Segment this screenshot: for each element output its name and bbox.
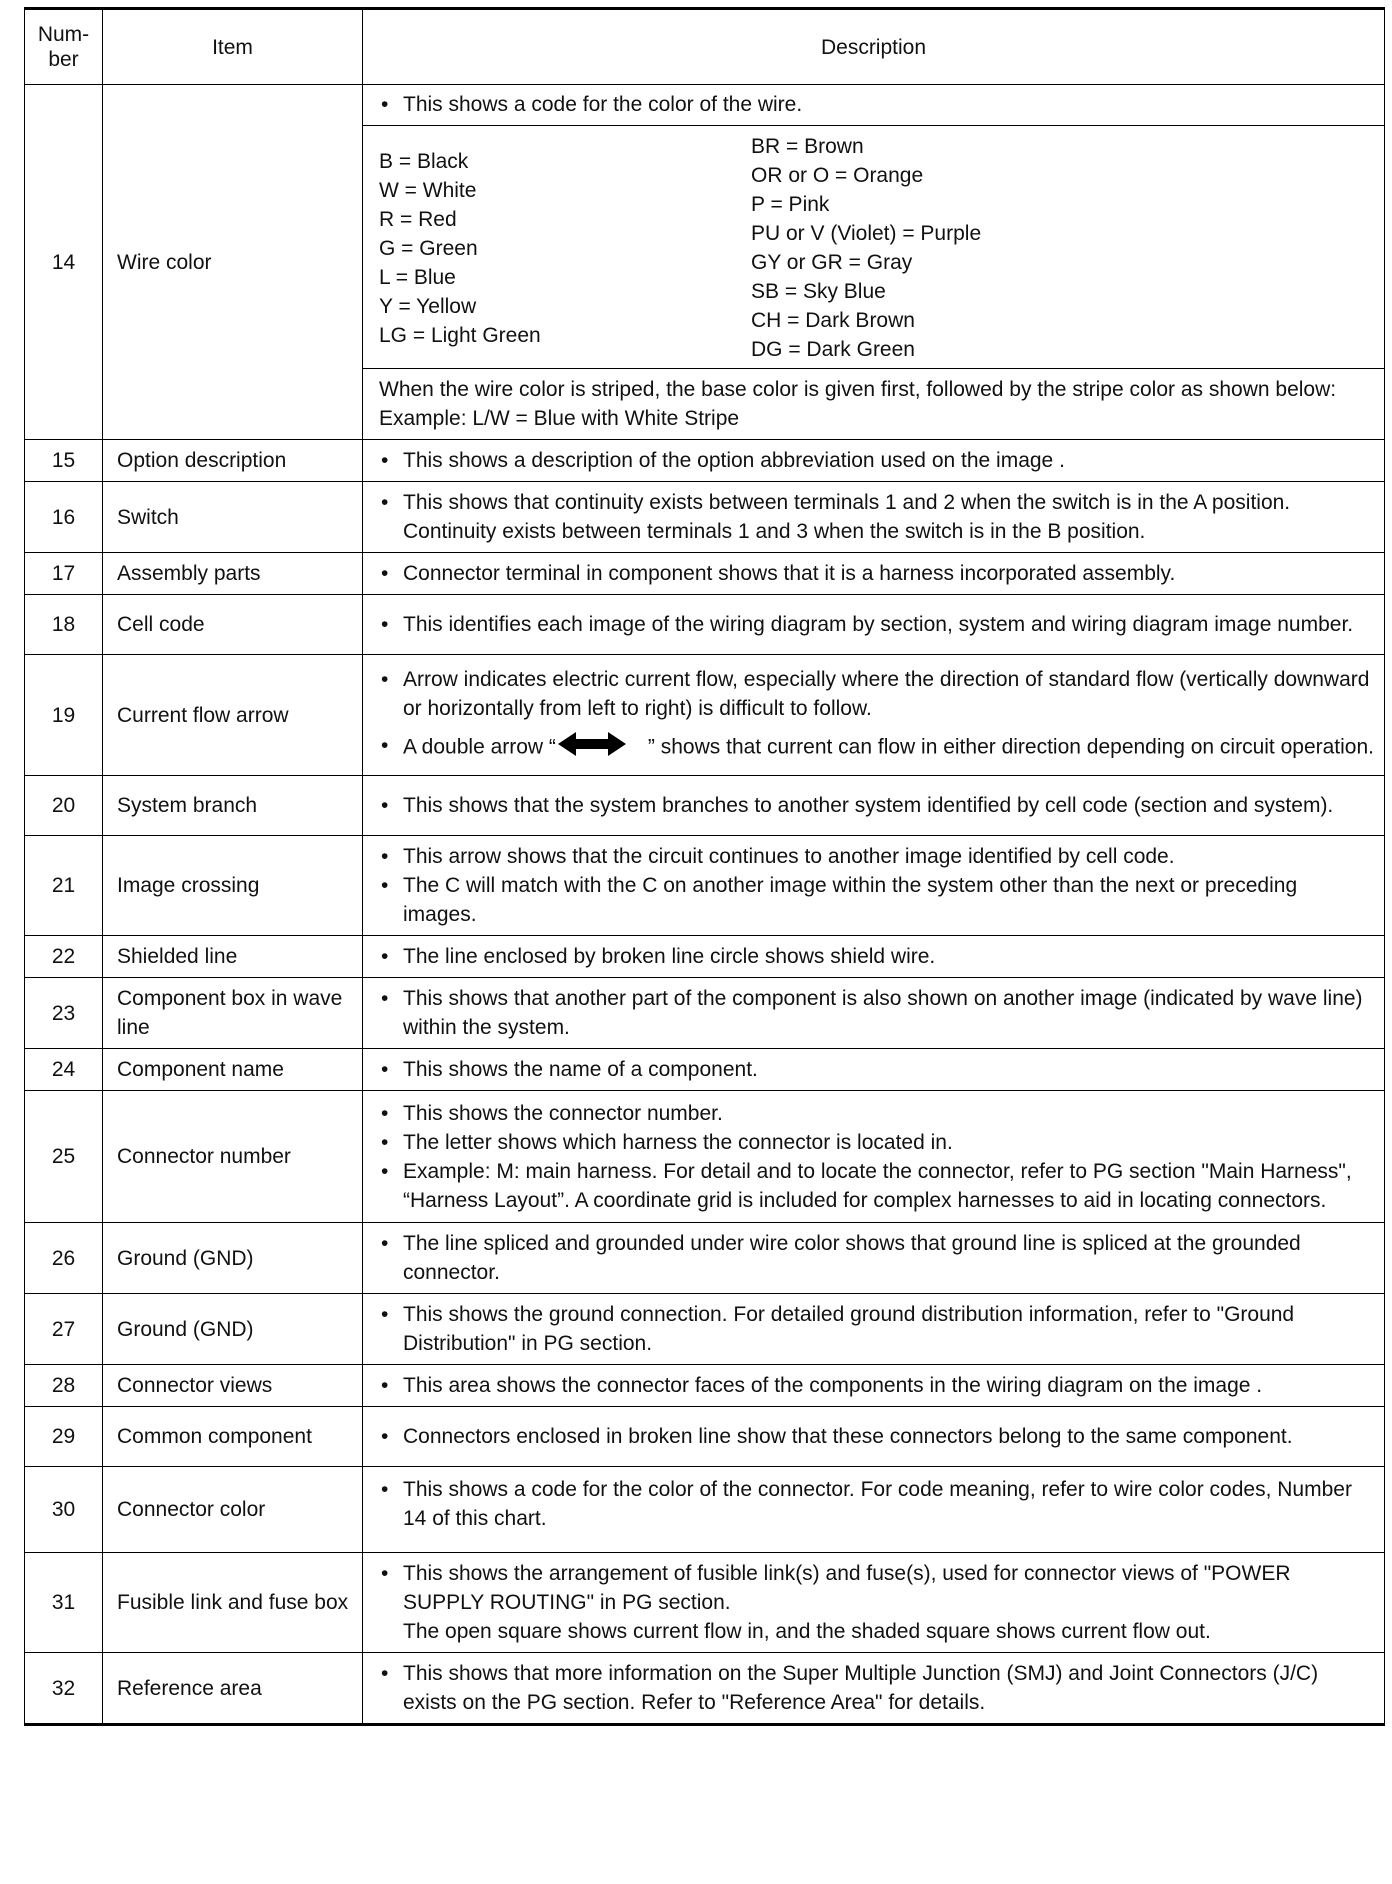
row-number: 22 — [25, 936, 103, 978]
row-item: Ground (GND) — [103, 1294, 363, 1365]
table-row-21 — [25, 836, 1385, 936]
row-description — [363, 836, 1385, 936]
table-row-24 — [25, 1049, 1385, 1091]
color-code: LG = Light Green — [379, 323, 541, 347]
row-description — [363, 440, 1385, 482]
row-item: Assembly parts — [103, 553, 363, 595]
row-number: 15 — [25, 440, 103, 482]
row-number: 14 — [25, 85, 103, 440]
header-item: Item — [103, 9, 363, 85]
bullet-text: • The C will match with the C on another image within the system other than the next or preceding images. — [379, 871, 1374, 929]
bullet-text: • This shows the arrangement of fusible link(s) and fuse(s), used for connector views of "POWER SUPPLY ROUTING" in PG section. — [379, 1559, 1374, 1617]
color-code: B = Black — [379, 149, 469, 173]
color-code: G = Green — [379, 236, 478, 260]
extra-note: The open square shows current flow in, and the shaded square shows current flow out. — [403, 1620, 1211, 1643]
row-number: 19 — [25, 655, 103, 776]
bullet-text: • This arrow shows that the circuit continues to another image identified by cell code. — [379, 842, 1374, 871]
table-row-28 — [25, 1365, 1385, 1407]
color-codes-left — [379, 132, 751, 364]
row-number: 27 — [25, 1294, 103, 1365]
row-number: 31 — [25, 1553, 103, 1653]
row-item: Connector color — [103, 1467, 363, 1553]
bullet-text: • Arrow indicates electric current flow, especially where the direction of standard flow (vertically downward or horizontally from left to right) is difficult to follow. — [379, 665, 1374, 723]
table-header-row — [25, 9, 1385, 85]
header-number: Num- ber — [25, 9, 103, 85]
row-description — [363, 1407, 1385, 1467]
table-row-16 — [25, 482, 1385, 553]
wire-color-codes — [363, 125, 1384, 368]
bullet-text: • Connectors enclosed in broken line show that these connectors belong to the same component. — [379, 1422, 1374, 1451]
row-item: Connector number — [103, 1091, 363, 1223]
table-row-31 — [25, 1553, 1385, 1653]
table-row-26 — [25, 1223, 1385, 1294]
row-description — [363, 553, 1385, 595]
row-number: 23 — [25, 978, 103, 1049]
color-code: GY or GR = Gray — [751, 251, 913, 274]
wiring-diagram-legend-table — [24, 7, 1385, 1726]
table-row-15 — [25, 440, 1385, 482]
table-row-32 — [25, 1653, 1385, 1725]
row-number: 18 — [25, 595, 103, 655]
bullet-text: • This shows a code for the color of the connector. For code meaning, refer to wire color codes, Number 14 of this chart. — [379, 1475, 1374, 1533]
bullet-text: • Connector terminal in component shows that it is a harness incorporated assembly. — [379, 559, 1374, 588]
row-item: Image crossing — [103, 836, 363, 936]
row-description — [363, 482, 1385, 553]
color-code: W = White — [379, 178, 477, 202]
row-item: Reference area — [103, 1653, 363, 1725]
bullet-text: • This shows a code for the color of the wire. — [379, 90, 1374, 119]
striped-note: When the wire color is striped, the base color is given first, followed by the stripe color as shown below: — [379, 378, 1337, 401]
row-number: 26 — [25, 1223, 103, 1294]
row-number: 20 — [25, 776, 103, 836]
bullet-text: • This shows the ground connection. For detailed ground distribution information, refer to "Ground Distribution" in PG section. — [379, 1300, 1374, 1358]
row-description — [363, 595, 1385, 655]
row-description — [363, 776, 1385, 836]
arrow-text-before: A double arrow “ — [403, 735, 556, 759]
row-item: Cell code — [103, 595, 363, 655]
row-number: 16 — [25, 482, 103, 553]
row-description — [363, 1553, 1385, 1653]
bullet-text: • The line spliced and grounded under wire color shows that ground line is spliced at the grounded connector. — [379, 1229, 1374, 1287]
row-number: 29 — [25, 1407, 103, 1467]
color-code: PU or V (Violet) = Purple — [751, 222, 982, 245]
row-description — [363, 1653, 1385, 1725]
row-item: Component box in wave line — [103, 978, 363, 1049]
row-item: Switch — [103, 482, 363, 553]
row-item: Current flow arrow — [103, 655, 363, 776]
row-item: Component name — [103, 1049, 363, 1091]
bullet-text: • This shows that continuity exists between terminals 1 and 2 when the switch is in the A position. Continuity exists between terminals 1 and 3 when the switch is in the B position. — [379, 488, 1374, 546]
bullet-text: • The line enclosed by broken line circle shows shield wire. — [379, 942, 1374, 971]
table-row-29 — [25, 1407, 1385, 1467]
row-item: Option description — [103, 440, 363, 482]
wire-color-intro — [363, 85, 1384, 125]
bullet-text: • This shows the name of a component. — [379, 1055, 1374, 1084]
row-item: Connector views — [103, 1365, 363, 1407]
table-row-18 — [25, 595, 1385, 655]
color-code: P = Pink — [751, 193, 830, 216]
row-item: Fusible link and fuse box — [103, 1553, 363, 1653]
arrow-text-after: ” shows that current can flow in either direction depending on circuit operation. — [647, 735, 1374, 759]
color-code: CH = Dark Brown — [751, 309, 915, 332]
row-item: Common component — [103, 1407, 363, 1467]
bullet-text: • This shows that more information on the Super Multiple Junction (SMJ) and Joint Connectors (J/C) exists on the PG section. Refer to "Reference Area" for details. — [379, 1659, 1374, 1717]
row-item: Shielded line — [103, 936, 363, 978]
row-item: System branch — [103, 776, 363, 836]
row-number: 30 — [25, 1467, 103, 1553]
row-description — [363, 1467, 1385, 1553]
row-description — [363, 1091, 1385, 1223]
row-number: 21 — [25, 836, 103, 936]
bullet-text: • This area shows the connector faces of the components in the wiring diagram on the image . — [379, 1371, 1374, 1400]
bullet-text: • Example: M: main harness. For detail and to locate the connector, refer to PG section "Main Harness", “Harness Layout”. A coordinate grid is included for complex harnesses to aid in locating connectors. — [379, 1157, 1374, 1215]
row-number: 32 — [25, 1653, 103, 1725]
row-description — [363, 1294, 1385, 1365]
color-code: BR = Brown — [751, 135, 864, 158]
color-codes-right — [751, 132, 1374, 364]
reference-table-sheet — [24, 7, 1384, 1726]
row-description — [363, 1049, 1385, 1091]
row-number: 24 — [25, 1049, 103, 1091]
row-description — [363, 1365, 1385, 1407]
table-row-17 — [25, 553, 1385, 595]
row-item: Wire color — [103, 85, 363, 440]
table-row-22 — [25, 936, 1385, 978]
bullet-double-arrow — [379, 731, 1374, 765]
bullet-text: • This shows that another part of the component is also shown on another image (indicated by wave line) within the system. — [379, 984, 1374, 1042]
table-row-14 — [25, 85, 1385, 440]
row-number: 28 — [25, 1365, 103, 1407]
table-row-20 — [25, 776, 1385, 836]
color-code: Y = Yellow — [379, 294, 477, 318]
row-number: 25 — [25, 1091, 103, 1223]
table-row-19 — [25, 655, 1385, 776]
wire-color-striped — [363, 368, 1384, 439]
bullet-text: • This shows a description of the option abbreviation used on the image . — [379, 446, 1374, 475]
row-number: 17 — [25, 553, 103, 595]
color-code: SB = Sky Blue — [751, 280, 886, 303]
bullet-text: • This shows that the system branches to another system identified by cell code (section and system). — [379, 791, 1374, 820]
color-code: R = Red — [379, 207, 457, 231]
table-row-23 — [25, 978, 1385, 1049]
row-description — [363, 1223, 1385, 1294]
table-row-30 — [25, 1467, 1385, 1553]
bullet-text: • This shows the connector number. — [379, 1099, 1374, 1128]
bullet-text: • The letter shows which harness the connector is located in. — [379, 1128, 1374, 1157]
double-headed-arrow-icon — [558, 731, 626, 765]
header-description: Description — [363, 9, 1385, 85]
bullet-text: • This identifies each image of the wiring diagram by section, system and wiring diagram image number. — [379, 610, 1374, 639]
row-description — [363, 85, 1385, 440]
table-row-25 — [25, 1091, 1385, 1223]
striped-example: Example: L/W = Blue with White Stripe — [379, 407, 740, 430]
color-code: L = Blue — [379, 265, 456, 289]
row-item: Ground (GND) — [103, 1223, 363, 1294]
color-code: OR or O = Orange — [751, 164, 924, 187]
color-code: DG = Dark Green — [751, 338, 915, 361]
row-description — [363, 978, 1385, 1049]
table-row-27 — [25, 1294, 1385, 1365]
row-description — [363, 936, 1385, 978]
row-description — [363, 655, 1385, 776]
